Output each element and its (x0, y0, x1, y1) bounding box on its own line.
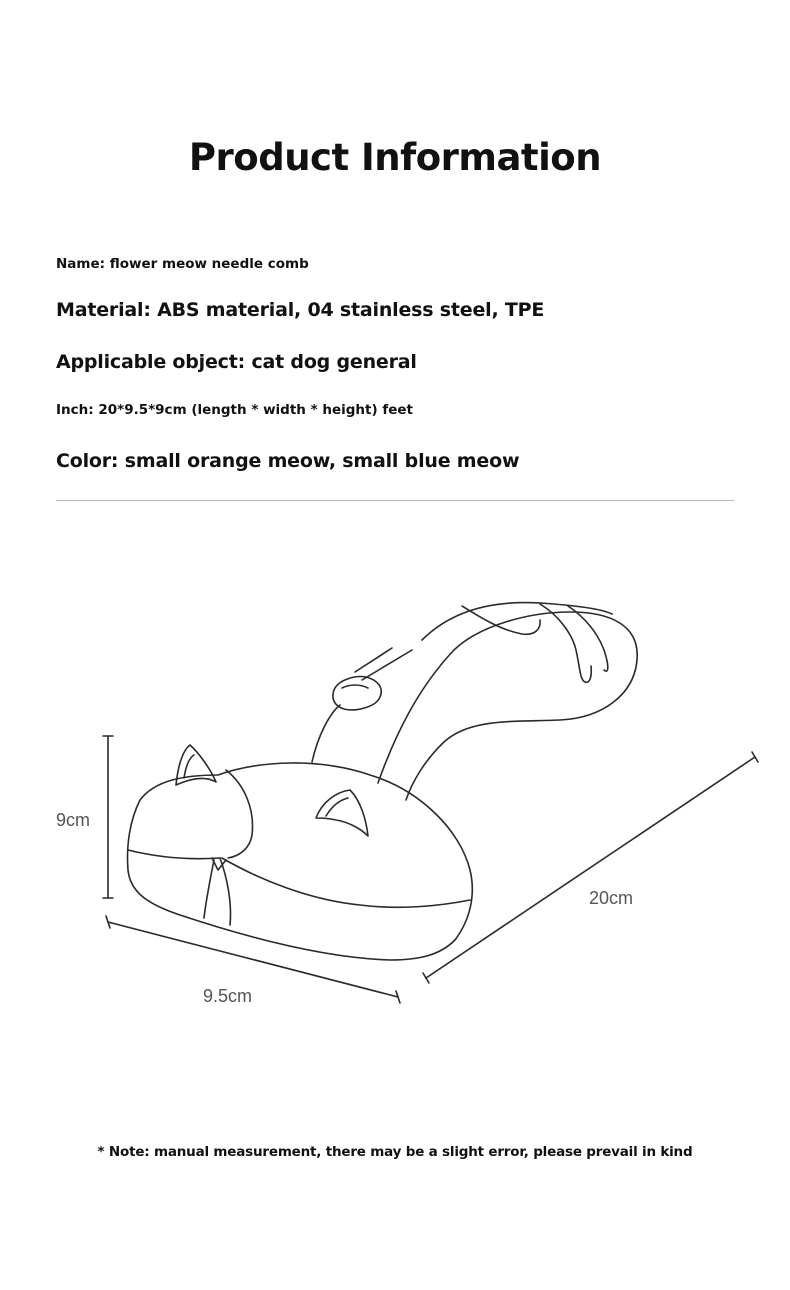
spec-name: Name: flower meow needle comb (56, 256, 309, 272)
height-dimension-line (103, 736, 113, 898)
spec-inch: Inch: 20*9.5*9cm (length * width * height) feet (56, 402, 413, 418)
length-dimension-line (423, 752, 758, 983)
length-label: 20cm (589, 888, 634, 908)
width-dimension-line (106, 916, 400, 1003)
width-label: 9.5cm (203, 986, 253, 1006)
section-divider (56, 500, 734, 501)
height-label: 9cm (56, 810, 91, 830)
measurement-note: * Note: manual measurement, there may be a slight error, please prevail in kind (97, 1144, 693, 1160)
page-title: Product Information (188, 136, 602, 179)
comb-body (128, 763, 473, 960)
cat-ear-right (316, 790, 368, 836)
comb-handle (378, 603, 637, 800)
comb-dimension-illustration (0, 560, 790, 1040)
comb-release-button (333, 648, 412, 710)
cat-ear-left (176, 745, 216, 785)
spec-material: Material: ABS material, 04 stainless steel, TPE (56, 299, 545, 321)
spec-color: Color: small orange meow, small blue meow (56, 450, 520, 472)
spec-applicable-object: Applicable object: cat dog general (56, 351, 417, 373)
